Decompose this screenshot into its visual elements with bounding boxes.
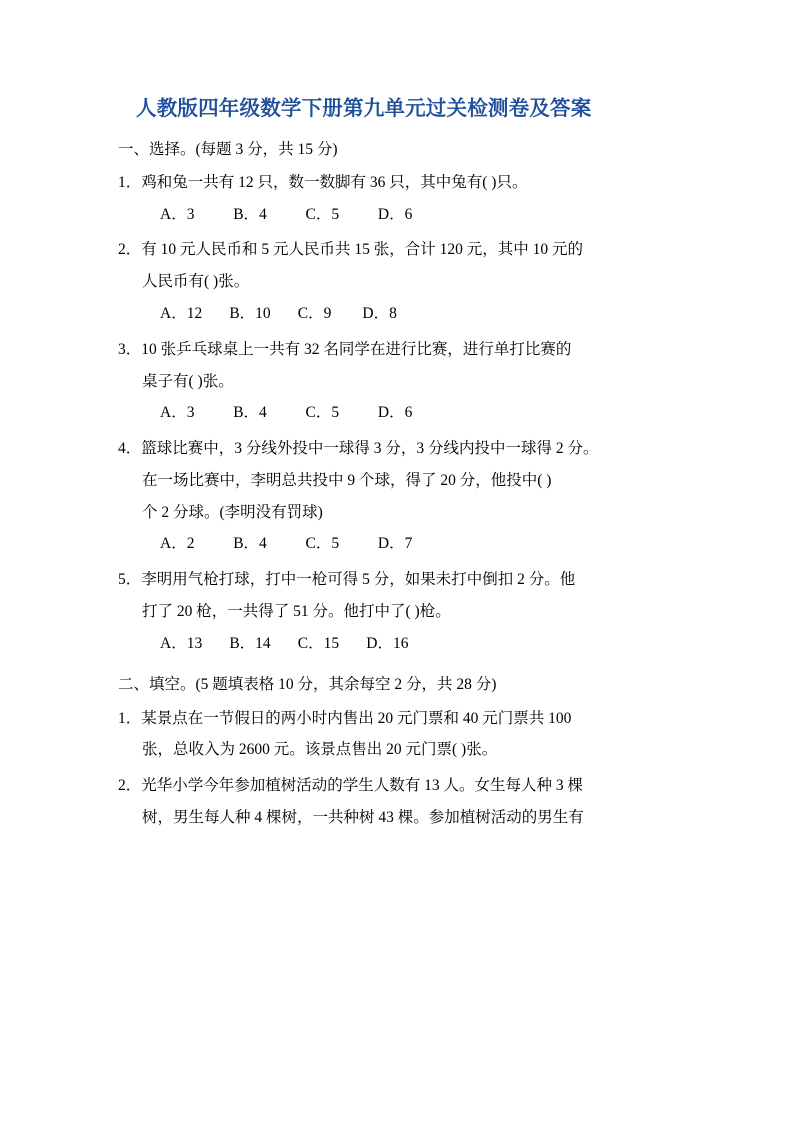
question-text-cont: 打了 20 枪，一共得了 51 分。他打中了( )枪。 [142, 602, 451, 620]
option-d[interactable]: D．8 [362, 304, 397, 322]
option-row [118, 199, 675, 231]
option-c[interactable]: C．5 [305, 205, 340, 223]
option-d[interactable]: D．16 [366, 634, 409, 652]
question-item [118, 770, 675, 834]
question-text-cont: 在一场比赛中，李明总共投中 9 个球，得了 20 分，他投中( ) [142, 471, 552, 489]
option-c[interactable]: C．5 [305, 535, 340, 553]
question-text: 2．光华小学今年参加植树活动的学生人数有 13 人。女生每人种 3 棵 [118, 777, 584, 795]
question-text-cont: 张，总收入为 2600 元。该景点售出 20 元门票( )张。 [142, 741, 498, 759]
option-c[interactable]: C．9 [297, 304, 332, 322]
question-item [118, 167, 675, 231]
option-row [118, 397, 675, 429]
question-item [118, 703, 675, 767]
option-b[interactable]: B．4 [233, 205, 267, 223]
question-text: 4．篮球比赛中，3 分线外投中一球得 3 分，3 分线内投中一球得 2 分。 [118, 440, 599, 458]
option-a[interactable]: A．13 [160, 634, 203, 652]
option-row [118, 298, 675, 330]
question-text: 1．鸡和兔一共有 12 只，数一数脚有 36 只，其中兔有( )只。 [118, 173, 528, 191]
option-c[interactable]: C．15 [297, 634, 340, 652]
section-choice [118, 138, 675, 660]
option-a[interactable]: A．3 [160, 205, 195, 223]
question-item [118, 433, 675, 560]
option-d[interactable]: D．6 [377, 205, 413, 223]
question-text: 5．李明用气枪打球，打中一枪可得 5 分，如果未打中倒扣 2 分。他 [118, 571, 576, 589]
option-b[interactable]: B．10 [229, 304, 271, 322]
section-heading: 一、选择。(每题 3 分，共 15 分) [118, 140, 338, 158]
question-text-cont: 个 2 分球。(李明没有罚球) [142, 503, 323, 521]
question-text: 1．某景点在一节假日的两小时内售出 20 元门票和 40 元门票共 100 [118, 709, 572, 727]
option-c[interactable]: C．5 [305, 404, 340, 422]
option-a[interactable]: A．12 [160, 304, 203, 322]
section-heading: 二、填空。(5 题填表格 10 分，其余每空 2 分，共 28 分) [118, 676, 497, 694]
section-fill-in-blank [118, 673, 675, 833]
page-title: 人教版四年级数学下册第九单元过关检测卷及答案 [136, 98, 592, 120]
question-text: 3．10 张乒乓球桌上一共有 32 名同学在进行比赛，进行单打比赛的 [118, 340, 572, 358]
option-a[interactable]: A．3 [160, 404, 195, 422]
option-d[interactable]: D．6 [377, 404, 413, 422]
question-item [118, 234, 675, 329]
question-text-cont: 桌子有( )张。 [142, 372, 234, 390]
option-a[interactable]: A．2 [160, 535, 195, 553]
question-text-cont: 人民币有( )张。 [142, 273, 250, 291]
option-b[interactable]: B．4 [233, 535, 267, 553]
question-item [118, 564, 675, 659]
question-text: 2．有 10 元人民币和 5 元人民币共 15 张，合计 120 元，其中 10 元的 [118, 241, 584, 259]
option-row [118, 528, 675, 560]
option-d[interactable]: D．7 [377, 535, 413, 553]
question-item [118, 334, 675, 429]
option-row [118, 628, 675, 660]
option-b[interactable]: B．14 [229, 634, 271, 652]
question-text-cont: 树，男生每人种 4 棵树，一共种树 43 棵。参加植树活动的男生有 [142, 808, 584, 826]
option-b[interactable]: B．4 [233, 404, 267, 422]
